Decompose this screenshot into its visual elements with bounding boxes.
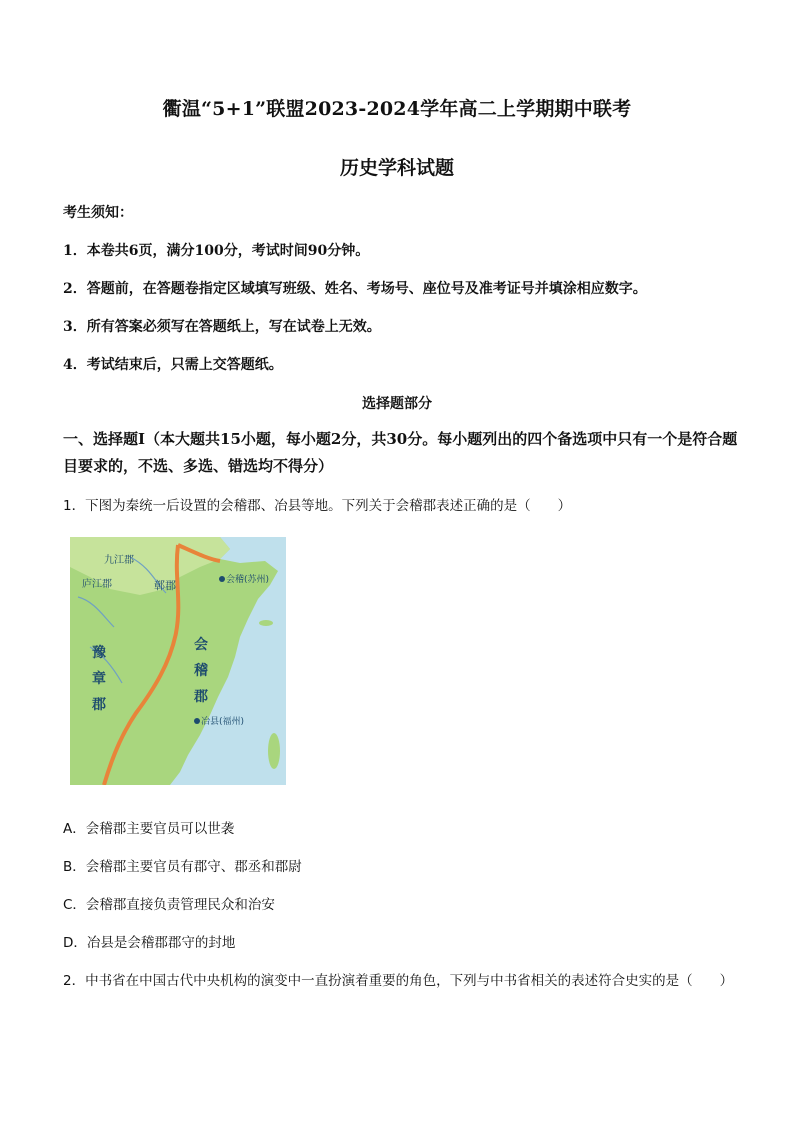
notice-item-3: 3．所有答案必须写在答题纸上，写在试卷上无效。 — [63, 319, 381, 335]
section-title: 选择题部分 — [362, 396, 432, 412]
notice-item-1: 1．本卷共6页，满分100分，考试时间90分钟。 — [63, 243, 370, 259]
kuaiji-city-marker — [219, 576, 225, 582]
yexian-marker — [194, 718, 200, 724]
question-1-stem: 1．下图为秦统一后设置的会稽郡、冶县等地。下列关于会稽郡表述正确的是（ ） — [63, 498, 572, 514]
notice-heading: 考生须知： — [63, 205, 133, 221]
map-island-taiwan — [268, 733, 280, 769]
exam-subject-title: 历史学科试题 — [339, 157, 454, 179]
label-yexian: 冶县(福州) — [201, 717, 245, 727]
question-2-stem: 2．中书省在中国古代中央机构的演变中一直扮演着重要的角色，下列与中书省相关的表述符合史实的是（ ） — [63, 973, 734, 989]
map-island — [259, 620, 273, 626]
label-zhang: 鄣郡 — [154, 579, 176, 592]
notice-item-4: 4．考试结束后，只需上交答题纸。 — [63, 357, 283, 373]
section-intro: 一、选择题Ⅰ（本大题共15小题，每小题2分，共30分。每小题列出的四个备选项中只有一个是符合题目要求的，不选、多选、错选均不得分） — [63, 430, 738, 475]
question-1-option-c: C．会稽郡直接负责管理民众和治安 — [63, 897, 275, 913]
exam-title: 衢温“5+1”联盟2023-2024学年高二上学期期中联考 — [162, 98, 632, 120]
qin-commandery-map — [70, 537, 286, 785]
question-1-option-a: A．会稽郡主要官员可以世袭 — [63, 821, 235, 837]
label-yezhang: 豫章郡 — [92, 645, 106, 713]
label-jiujiang: 九江郡 — [104, 555, 134, 566]
label-kuaiji-city: 会稽(苏州) — [226, 575, 270, 585]
label-kuaiji-jun: 会稽郡 — [194, 637, 208, 705]
question-1-option-b: B．会稽郡主要官员有郡守、郡丞和郡尉 — [63, 859, 302, 875]
question-1-option-d: D．冶县是会稽郡郡守的封地 — [63, 935, 236, 951]
label-lujiang: 庐江郡 — [82, 579, 112, 590]
notice-item-2: 2．答题前，在答题卷指定区域填写班级、姓名、考场号、座位号及准考证号并填涂相应数字。 — [63, 281, 647, 297]
